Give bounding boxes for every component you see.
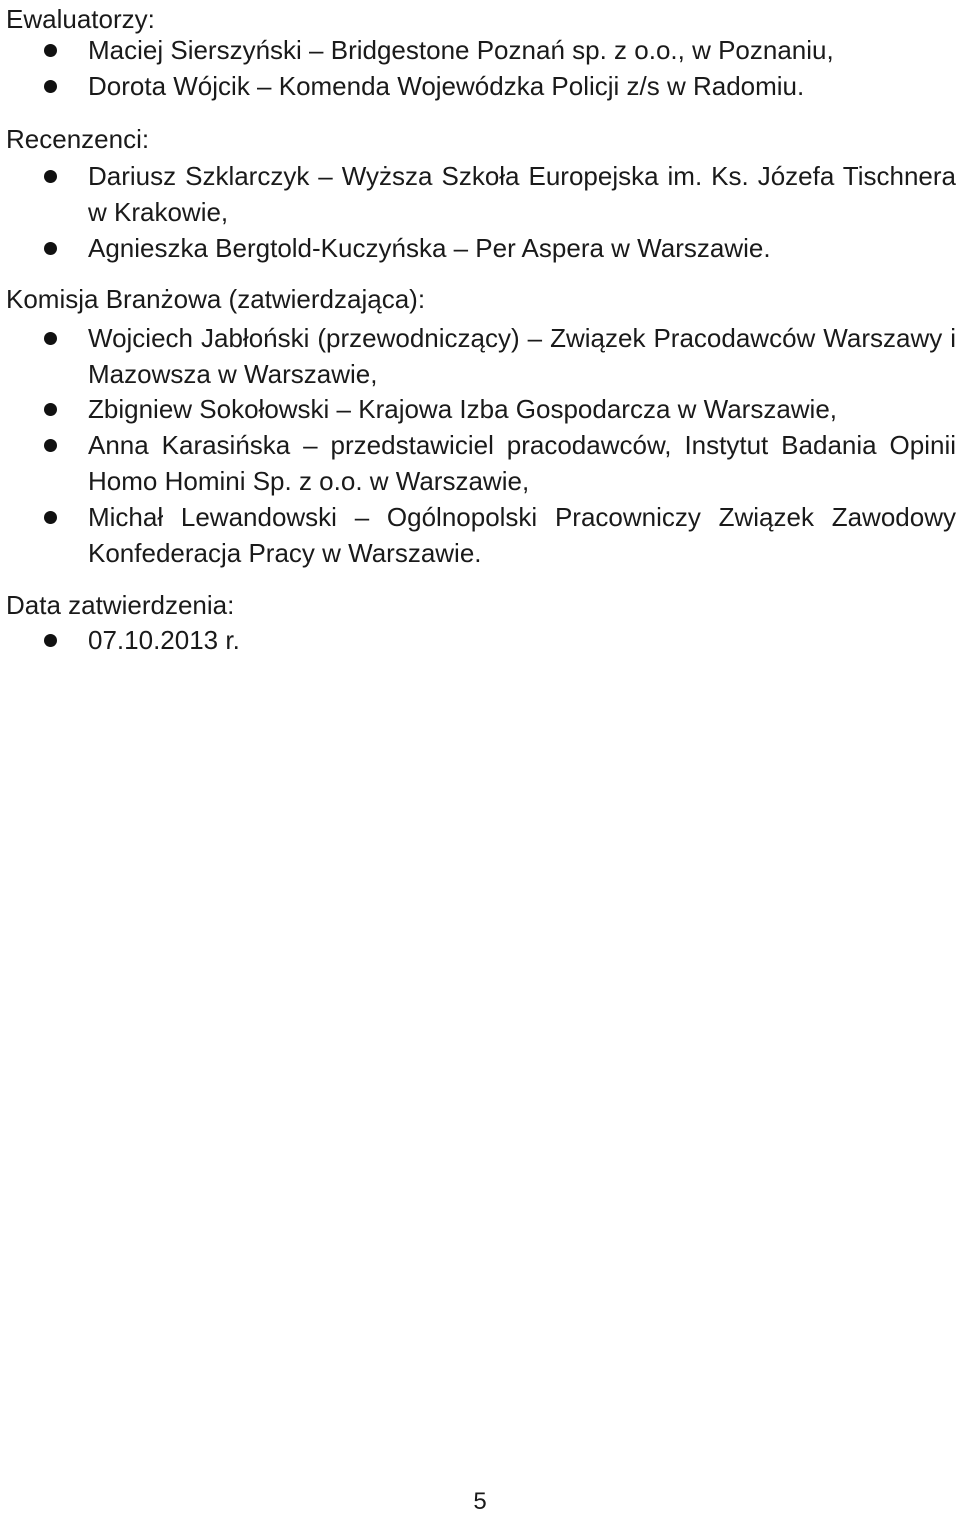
list-item-text: Anna Karasińska – przedstawiciel pracodawców, Instytut Badania Opinii Homo Homini Sp. z o.o. w Warszawie,	[88, 430, 956, 496]
bullet-icon	[44, 170, 57, 183]
bullet-icon	[44, 80, 57, 93]
list-item-text: Zbigniew Sokołowski – Krajowa Izba Gospodarcza w Warszawie,	[88, 394, 838, 424]
approval-date-heading: Data zatwierdzenia:	[6, 590, 235, 620]
bullet-icon	[44, 403, 57, 416]
page-number: 5	[473, 1488, 487, 1515]
bullet-icon	[44, 242, 57, 255]
list-item-text: Agnieszka Bergtold-Kuczyńska – Per Aspera w Warszawie.	[88, 233, 771, 263]
bullet-icon	[44, 44, 57, 57]
bullet-icon	[44, 332, 57, 345]
bullet-icon	[44, 511, 57, 524]
list-item-text: Dorota Wójcik – Komenda Wojewódzka Policji z/s w Radomiu.	[88, 71, 805, 101]
reviewers-heading: Recenzenci:	[6, 124, 150, 154]
evaluators-heading: Ewaluatorzy:	[6, 4, 155, 34]
commission-heading: Komisja Branżowa (zatwierdzająca):	[6, 284, 426, 314]
list-item-text: Michał Lewandowski – Ogólnopolski Pracowniczy Związek Zawodowy Konfederacja Pracy w Warszawie.	[88, 502, 956, 568]
list-item-text: Wojciech Jabłoński (przewodniczący) – Związek Pracodawców Warszawy i Mazowsza w Warszawie,	[88, 323, 956, 389]
bullet-icon	[44, 439, 57, 452]
list-item-text: Dariusz Szklarczyk – Wyższa Szkoła Europejska im. Ks. Józefa Tischnera w Krakowie,	[88, 161, 956, 227]
bullet-icon	[44, 634, 57, 647]
list-item-text: 07.10.2013 r.	[88, 625, 240, 655]
list-item-text: Maciej Sierszyński – Bridgestone Poznań sp. z o.o., w Poznaniu,	[88, 35, 834, 65]
